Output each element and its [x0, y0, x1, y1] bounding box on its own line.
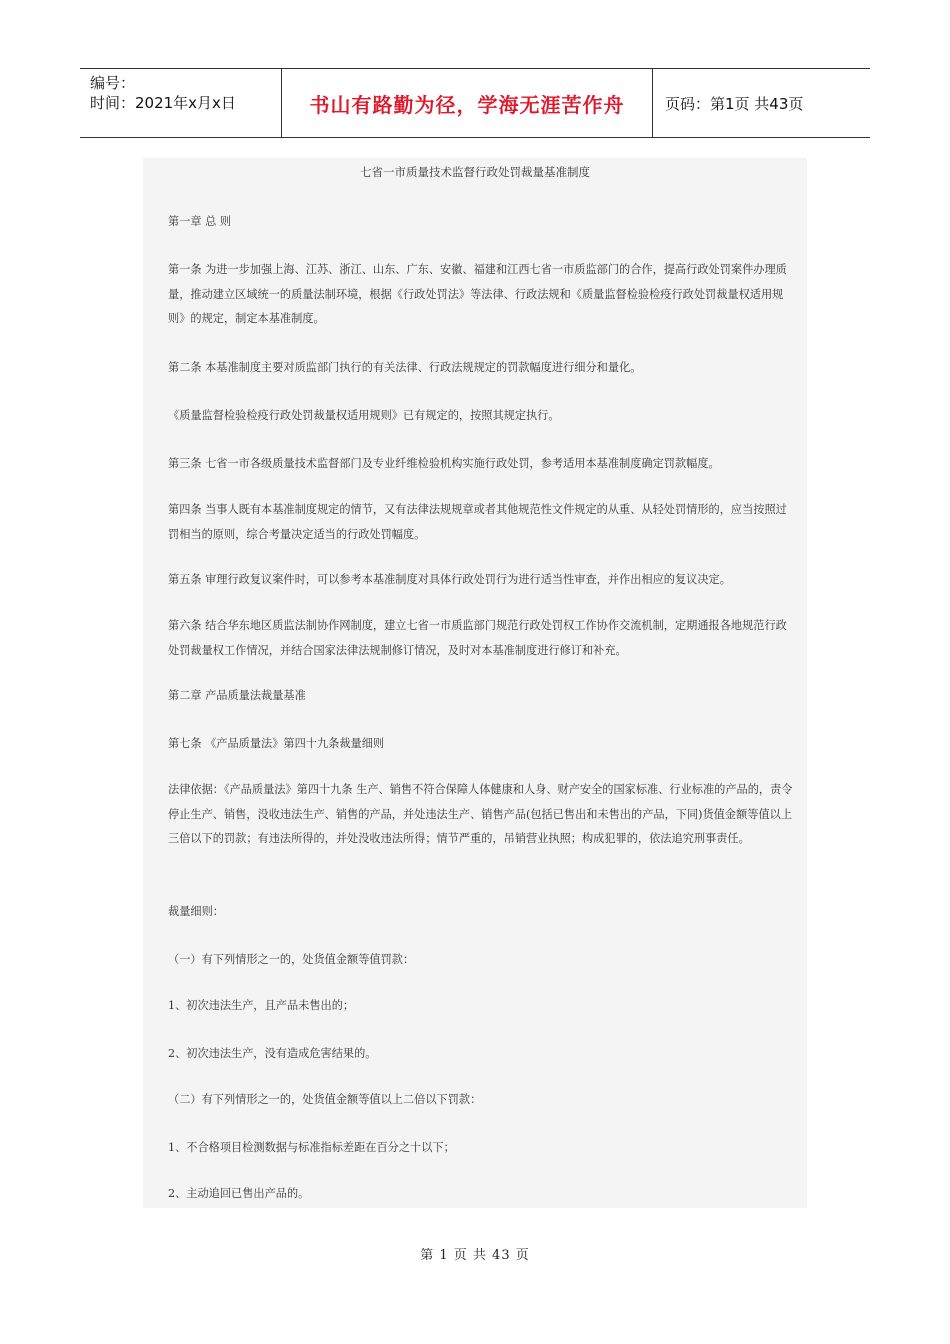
- header-motto: 书山有路勤为径，学海无涯苦作舟: [281, 69, 653, 137]
- paragraph: （一）有下列情形之一的，处货值金额等值罚款：: [168, 953, 415, 966]
- paragraph: 第二条 本基准制度主要对质监部门执行的有关法律、行政法规规定的罚款幅度进行细分和量化。: [168, 361, 642, 374]
- document-body: [143, 158, 807, 1208]
- chapter-heading: 第一章 总 则: [168, 215, 232, 228]
- article-heading: 第七条 《产品质量法》第四十九条裁量细则: [168, 737, 385, 750]
- chapter-heading: 第二章 产品质量法裁量基准: [168, 689, 306, 702]
- paragraph: 第一条 为进一步加强上海、江苏、浙江、山东、广东、安徽、福建和江西七省一市质监部门的合作，提高行政处罚案件办理质量，推动建立区域统一的质量法制环境，根据《行政处罚法》等法律、行政法规和《质量监督检验检疫行政处罚裁量权适用规则》的规定，制定本基准制度。: [168, 263, 787, 325]
- list-item: 1、不合格项目检测数据与标准指标差距在百分之十以下；: [168, 1141, 455, 1154]
- paragraph: 第六条 结合华东地区质监法制协作网制度，建立七省一市质监部门规范行政处罚权工作协作交流机制，定期通报各地规范行政处罚裁量权工作情况，并结合国家法律法规制修订情况，及时对本基准制度进行修订和补充。: [168, 619, 787, 657]
- page-header: [80, 68, 870, 138]
- header-meta: [80, 69, 281, 137]
- list-item: 1、初次违法生产，且产品未售出的；: [168, 999, 355, 1012]
- paragraph: 第四条 当事人既有本基准制度规定的情节，又有法律法规规章或者其他规范性文件规定的从重、从轻处罚情形的，应当按照过罚相当的原则，综合考量决定适当的行政处罚幅度。: [168, 503, 787, 541]
- document-title: 七省一市质量技术监督行政处罚裁量基准制度: [360, 165, 590, 179]
- paragraph: 《质量监督检验检疫行政处罚裁量权适用规则》已有规定的，按照其规定执行。: [168, 409, 560, 422]
- paragraph: 第五条 审理行政复议案件时，可以参考本基准制度对具体行政处罚行为进行适当性审查，并作出相应的复议决定。: [168, 573, 731, 586]
- paragraph: 第三条 七省一市各级质量技术监督部门及专业纤维检验机构实施行政处罚，参考适用本基准制度确定罚款幅度。: [168, 457, 720, 470]
- document-date-label: 时间：2021年x月x日: [90, 94, 236, 112]
- page-footer: 第 1 页 共 43 页: [420, 1248, 530, 1263]
- list-item: 2、主动追回已售出产品的。: [168, 1187, 310, 1200]
- paragraph: （二）有下列情形之一的，处货值金额等值以上二倍以下罚款：: [168, 1093, 482, 1106]
- header-page-number: 页码：第1页 共43页: [665, 94, 804, 113]
- paragraph: 裁量细则：: [168, 905, 224, 918]
- paragraph: 法律依据：《产品质量法》第四十九条 生产、销售不符合保障人体健康和人身、财产安全的国家标准、行业标准的产品的，责令停止生产、销售，没收违法生产、销售的产品，并处违法生产、销售产品(包括已售出和未售出的产品，下同)货值金额等值以上三倍以下的罚款；有违法所得的，并处没收违法所得；情节严重的，吊销营业执照；构成犯罪的，依法追究刑事责任。: [168, 783, 793, 845]
- list-item: 2、初次违法生产，没有造成危害结果的。: [168, 1047, 377, 1060]
- document-number-label: 编号：: [90, 74, 136, 92]
